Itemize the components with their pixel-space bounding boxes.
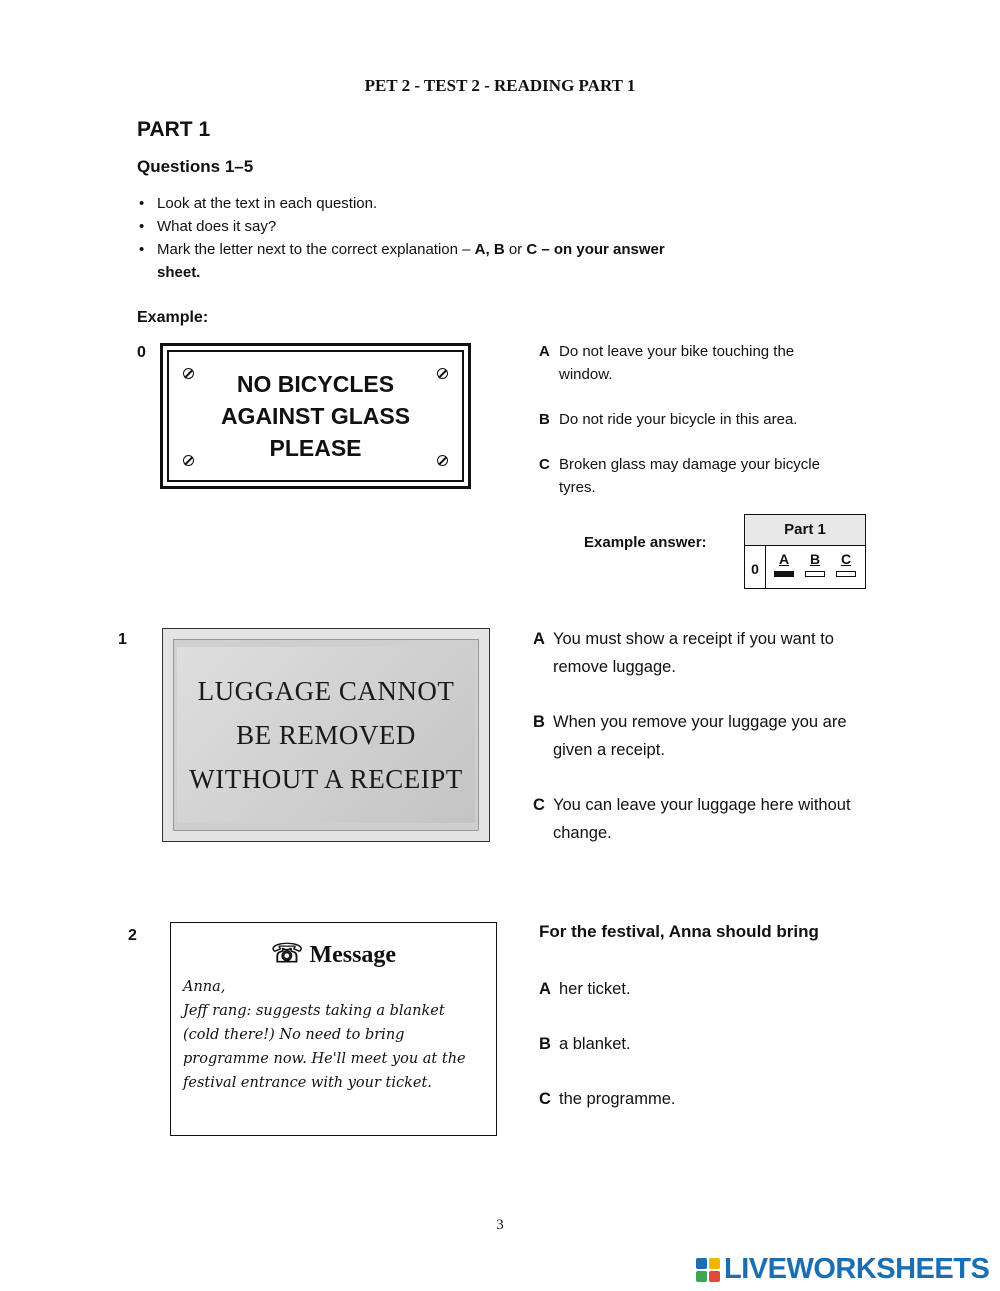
answer-box-header: Part 1 [745,515,865,546]
option-b[interactable]: B Do not ride your bicycle in this area. [539,411,798,428]
page-number: 3 [496,1217,504,1233]
sign-line: PLEASE [269,435,362,461]
option-c[interactable]: C the programme. [539,1090,676,1108]
filled-mark-icon [774,571,794,577]
answer-option-b: B [804,550,826,577]
option-b[interactable]: B When you remove your luggage you are given a receipt. [533,713,847,759]
question-number: 1 [118,631,127,648]
example-label: Example: [137,309,209,326]
screw-icon [437,455,448,466]
document-title: PET 2 - TEST 2 - READING PART 1 [364,76,636,95]
part-heading: PART 1 [137,118,211,141]
answer-option-c: C [835,550,857,577]
sign-line: AGAINST GLASS [220,403,411,429]
example-options [539,340,849,499]
sign-line: BE REMOVED [236,720,416,750]
instructions-list [137,192,697,284]
example-sign [160,343,471,489]
questions-heading: Questions 1–5 [137,157,254,176]
empty-mark-icon [836,571,856,577]
option-c[interactable]: C You can leave your luggage here without change. [533,796,851,842]
luggage-sign [162,628,490,842]
instruction-item: • Look at the text in each question. [137,192,697,215]
instruction-item: • What does it say? [137,215,697,238]
option-a[interactable]: A Do not leave your bike touching the window. [539,343,795,383]
option-a[interactable]: A You must show a receipt if you want to remove luggage. [533,630,834,676]
question-number: 0 [137,344,146,361]
question1-options [533,625,873,847]
screw-icon [183,455,194,466]
question2-options [539,977,859,1111]
question2-lead: For the festival, Anna should bring [539,922,819,941]
sign-line: NO BICYCLES [236,371,395,397]
logo-text: LIVEWORKSHEETS [724,1253,990,1285]
option-a[interactable]: A her ticket. [539,980,631,998]
message-title: Message [309,942,397,968]
example-answer-label: Example answer: [584,534,707,551]
answer-row-number: 0 [745,546,766,589]
example-answer-box [744,514,866,589]
screw-icon [183,368,194,379]
question-number: 2 [128,927,137,944]
sign-line: WITHOUT A RECEIPT [189,764,463,794]
instruction-item: • Mark the letter next to the correct explanation – A, B or C – on your answer sheet. [137,238,697,284]
sign-line: LUGGAGE CANNOT [197,676,455,706]
telephone-icon: ☏ [270,939,304,968]
answer-option-a: A [773,550,795,577]
logo-blocks-icon [696,1258,720,1282]
message-body: Anna, Jeff rang: suggests taking a blanket (cold there!) No need to bring programme now. He'll meet you at the festival entrance with your ticket. [183,979,466,1091]
option-b[interactable]: B a blanket. [539,1035,631,1053]
option-c[interactable]: C Broken glass may damage your bicycle tyres. [539,456,820,496]
message-note [170,922,497,1136]
screw-icon [437,368,448,379]
liveworksheets-logo[interactable] [696,1253,989,1286]
empty-mark-icon [805,571,825,577]
